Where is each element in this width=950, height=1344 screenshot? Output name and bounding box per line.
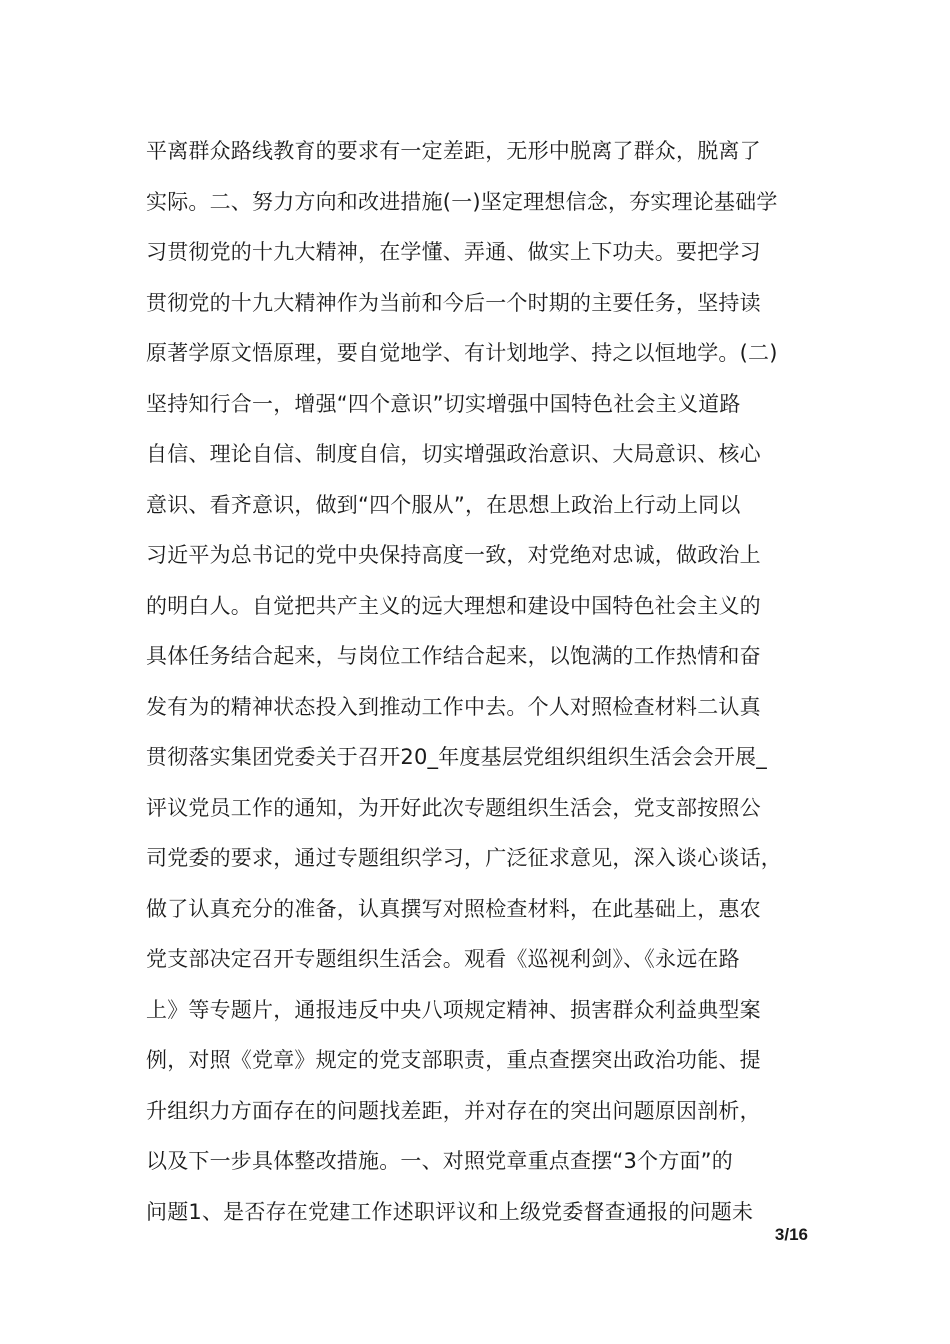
text-line: 升组织力方面存在的问题找差距，并对存在的突出问题原因剖析， <box>146 1098 761 1123</box>
text-line: 习贯彻党的十九大精神，在学懂、弄通、做实上下功夫。要把学习 <box>146 240 761 264</box>
text-line: 意识、看齐意识，做到“四个服从”，在思想上政治上行动上同以 <box>146 492 741 517</box>
text-line: 司党委的要求，通过专题组织学习，广泛征求意见，深入谈心谈话， <box>146 846 782 870</box>
text-line: 具体任务结合起来，与岗位工作结合起来，以饱满的工作热情和奋 <box>146 644 761 668</box>
text-line: 党支部决定召开专题组织生活会。观看《巡视利剑》、《永远在路 <box>146 947 740 971</box>
text-line: 坚持知行合一，增强“四个意识”切实增强中国特色社会主义道路 <box>146 391 741 416</box>
text-line: 问题1、是否存在党建工作述职评议和上级党委督查通报的问题未 <box>146 1199 754 1224</box>
text-line: 实际。二、努力方向和改进措施(一)坚定理想信念，夯实理论基础学 <box>146 189 778 214</box>
text-line: 贯彻党的十九大精神作为当前和今后一个时期的主要任务，坚持读 <box>146 290 761 315</box>
text-line: 上》等专题片，通报违反中央八项规定精神、损害群众利益典型案 <box>146 997 761 1022</box>
text-line: 平离群众路线教育的要求有一定差距，无形中脱离了群众，脱离了 <box>146 139 761 163</box>
text-line: 原著学原文悟原理，要自觉地学、有计划地学、持之以恒地学。(二) <box>146 341 778 365</box>
text-line: 做了认真充分的准备，认真撰写对照检查材料，在此基础上，惠农 <box>146 896 761 921</box>
text-line: 习近平为总书记的党中央保持高度一致，对党绝对忠诚，做政治上 <box>146 543 761 567</box>
text-line: 贯彻落实集团党委关于召开20_年度基层党组织组织生活会会开展_ <box>146 745 767 769</box>
text-line: 发有为的精神状态投入到推动工作中去。个人对照检查材料二认真 <box>146 694 761 719</box>
body-text <box>146 126 816 1237</box>
text-line: 的明白人。自觉把共产主义的远大理想和建设中国特色社会主义的 <box>146 593 761 618</box>
page-number: 3/16 <box>774 1225 808 1244</box>
text-line: 自信、理论自信、制度自信，切实增强政治意识、大局意识、核心 <box>146 442 761 466</box>
text-line: 评议党员工作的通知，为开好此次专题组织生活会，党支部按照公 <box>146 795 761 820</box>
text-line: 例，对照《党章》规定的党支部职责，重点查摆突出政治功能、提 <box>146 1048 761 1072</box>
text-line: 以及下一步具体整改措施。一、对照党章重点查摆“3个方面”的 <box>146 1149 733 1173</box>
